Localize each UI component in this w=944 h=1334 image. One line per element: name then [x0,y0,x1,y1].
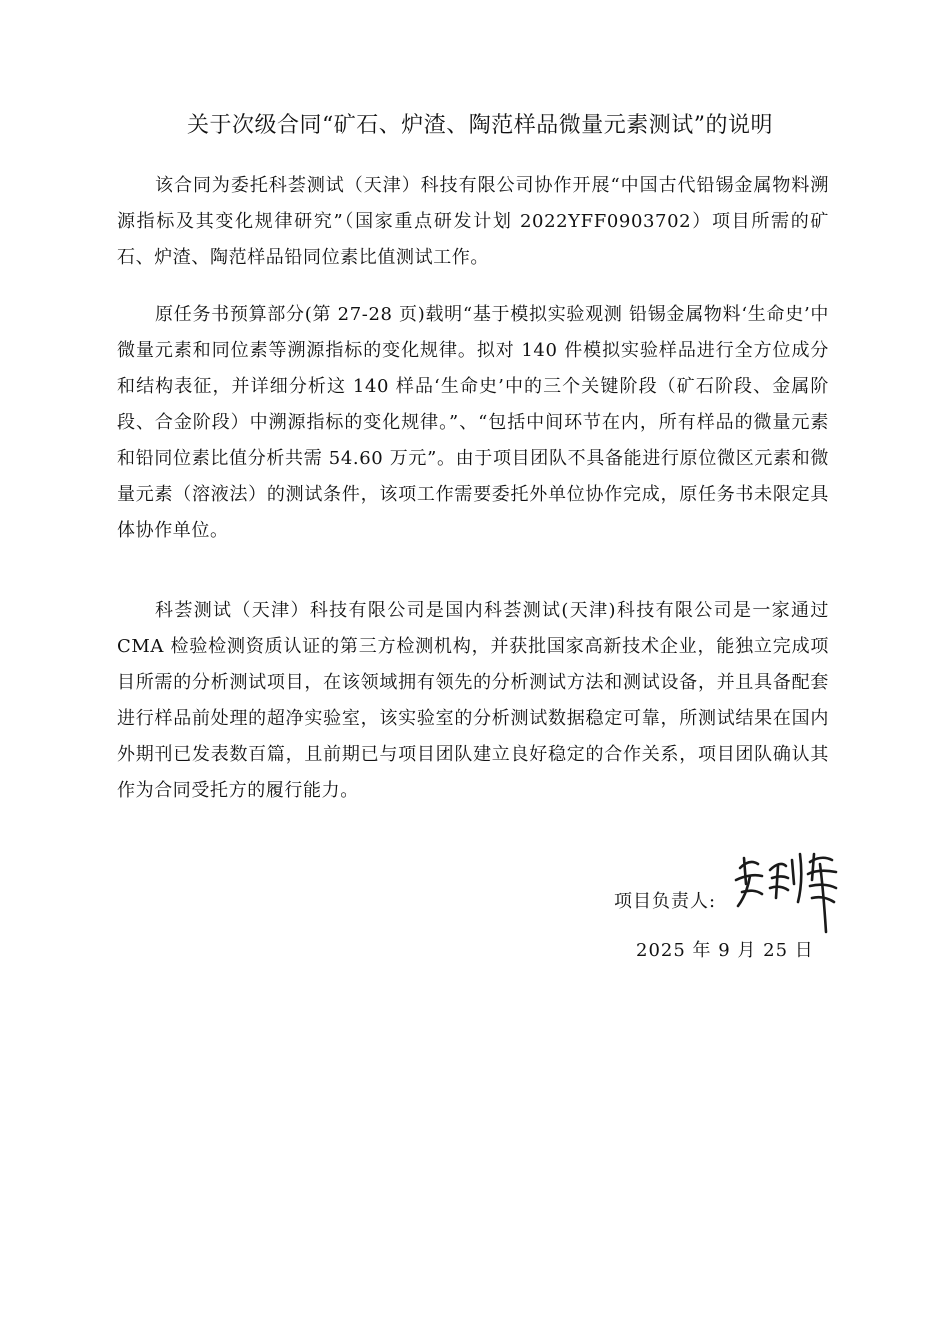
document-date: 2025 年 9 月 25 日 [636,940,814,961]
handwritten-signature [732,840,842,940]
signer-label: 项目负责人: [614,891,717,912]
paragraph-task-budget: 原任务书预算部分(第 27-28 页)载明“基于模拟实验观测 铅锡金属物料‘生命史’中微量元素和同位素等溯源指标的变化规律。拟对 140 件模拟实验样品进行全方位成分和结构表征，并详细分析这 140 样品‘生命史’中的三个关键阶段（矿石阶段、金属阶段、合金阶段）中溯源指标的变化规律。”、“包括中间环节在内，所有样品的微量元素和铅同位素比值分析共需 54.60 万元”。由于项目团队不具备能进行原位微区元素和微量元素（溶液法）的测试条件，该项工作需要委托外单位协作完成，原任务书未限定具体协作单位。 [117,304,829,541]
paragraph-contractor-qualification: 科荟测试（天津）科技有限公司是国内科荟测试(天津)科技有限公司是一家通过 CMA 检验检测资质认证的第三方检测机构，并获批国家高新技术企业，能独立完成项目所需的分析测试项目，在该领域拥有领先的分析测试方法和测试设备，并且具备配套进行样品前处理的超净实验室，该实验室的分析测试数据稳定可靠，所测试结果在国内外期刊已发表数百篇，且前期已与项目团队建立良好稳定的合作关系，项目团队确认其作为合同受托方的履行能力。 [117,600,829,801]
document-title: 关于次级合同“矿石、炉渣、陶范样品微量元素测试”的说明 [187,113,773,138]
paragraph-contract-purpose: 该合同为委托科荟测试（天津）科技有限公司协作开展“中国古代铅锡金属物料溯源指标及其变化规律研究”（国家重点研发计划 2022YFF0903702）项目所需的矿石、炉渣、陶范样品铅同位素比值测试工作。 [117,175,829,268]
